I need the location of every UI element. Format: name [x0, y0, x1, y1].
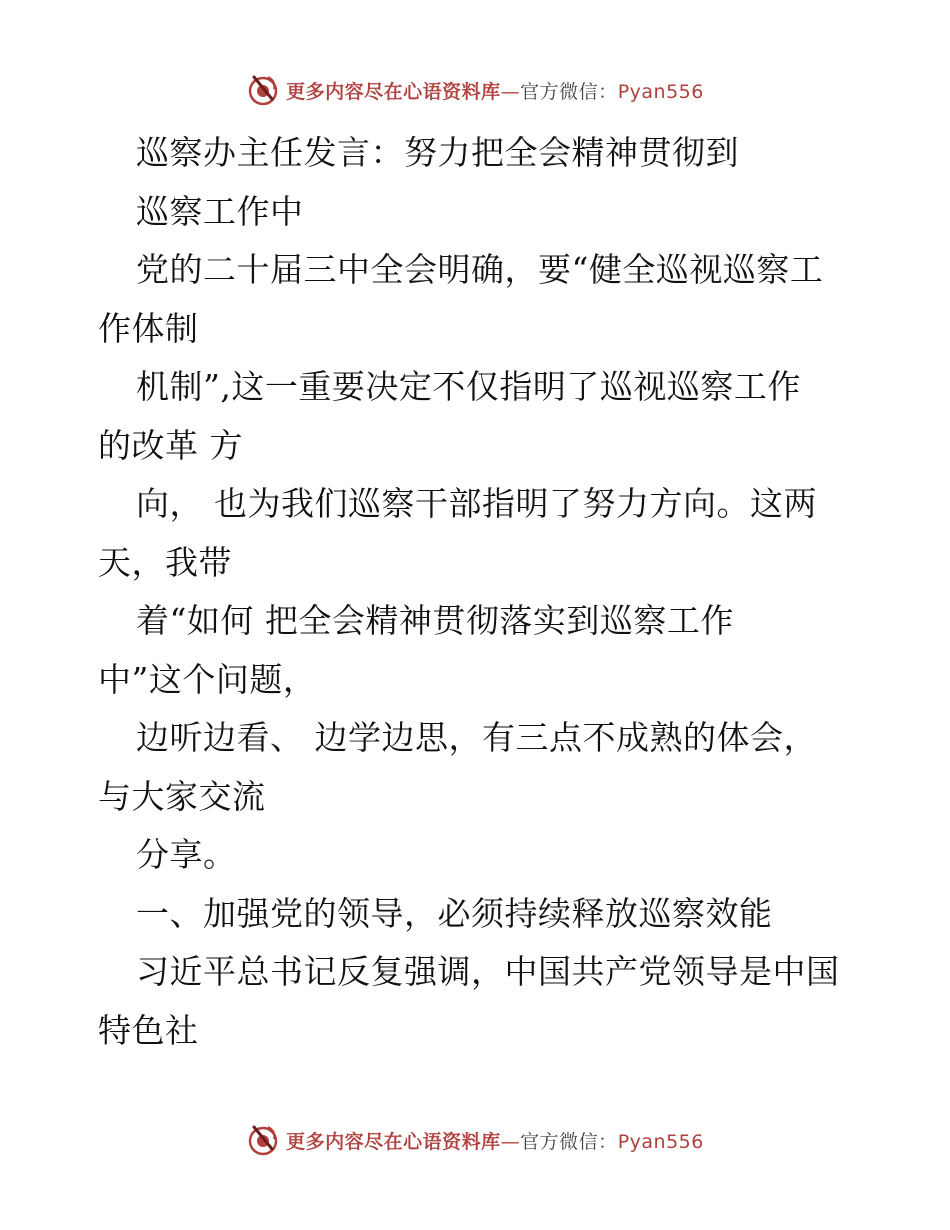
header-brand: 更多内容尽在心语资料库	[286, 80, 501, 103]
header-wechat-id: Pyan556	[617, 80, 704, 103]
header-official-label: 官方微信：	[520, 80, 618, 103]
paragraph-line: 边听边看、 边学边思，有三点不成熟的体会，	[136, 718, 817, 757]
document-body	[98, 124, 858, 1060]
footer-brand: 更多内容尽在心语资料库	[286, 1130, 501, 1153]
paragraph-line: 天，我带	[98, 542, 232, 582]
header-dash: —	[500, 80, 521, 103]
document-title-line-2: 巡察工作中	[136, 191, 304, 231]
header-banner	[0, 70, 950, 110]
paragraph-line: 着“如何 把全会精神贯彻落实到巡察工作	[136, 601, 734, 640]
header-banner-text	[286, 77, 704, 104]
paragraph-line: 机制”,这一重要决定不仅指明了巡视巡察工作	[136, 367, 801, 406]
footer-banner	[0, 1120, 950, 1160]
section-heading: 一、加强党的领导，必须持续释放巡察效能	[136, 893, 773, 933]
footer-banner-text	[286, 1127, 704, 1154]
paragraph-line: 与大家交流	[98, 776, 266, 816]
paragraph-line: 习近平总书记反复强调，中国共产党领导是中国	[136, 952, 840, 991]
footer-dash: —	[500, 1130, 521, 1153]
paragraph-line: 的改革 方	[98, 425, 243, 465]
paragraph-line: 向， 也为我们巡察干部指明了努力方向。这两	[136, 484, 817, 523]
paragraph-line: 特色社	[98, 1010, 199, 1050]
quill-pen-logo-icon	[246, 1123, 280, 1157]
paragraph-line: 党的二十届三中全会明确，要“健全巡视巡察工	[136, 250, 824, 289]
paragraph-line: 中”这个问题，	[98, 659, 317, 699]
quill-pen-logo-icon	[246, 73, 280, 107]
document-title-line-1: 巡察办主任发言：努力把全会精神贯彻到	[136, 133, 739, 172]
footer-wechat-id: Pyan556	[617, 1130, 704, 1153]
footer-official-label: 官方微信：	[520, 1130, 618, 1153]
paragraph-line: 分享。	[136, 835, 237, 874]
paragraph-line: 作体制	[98, 308, 199, 348]
